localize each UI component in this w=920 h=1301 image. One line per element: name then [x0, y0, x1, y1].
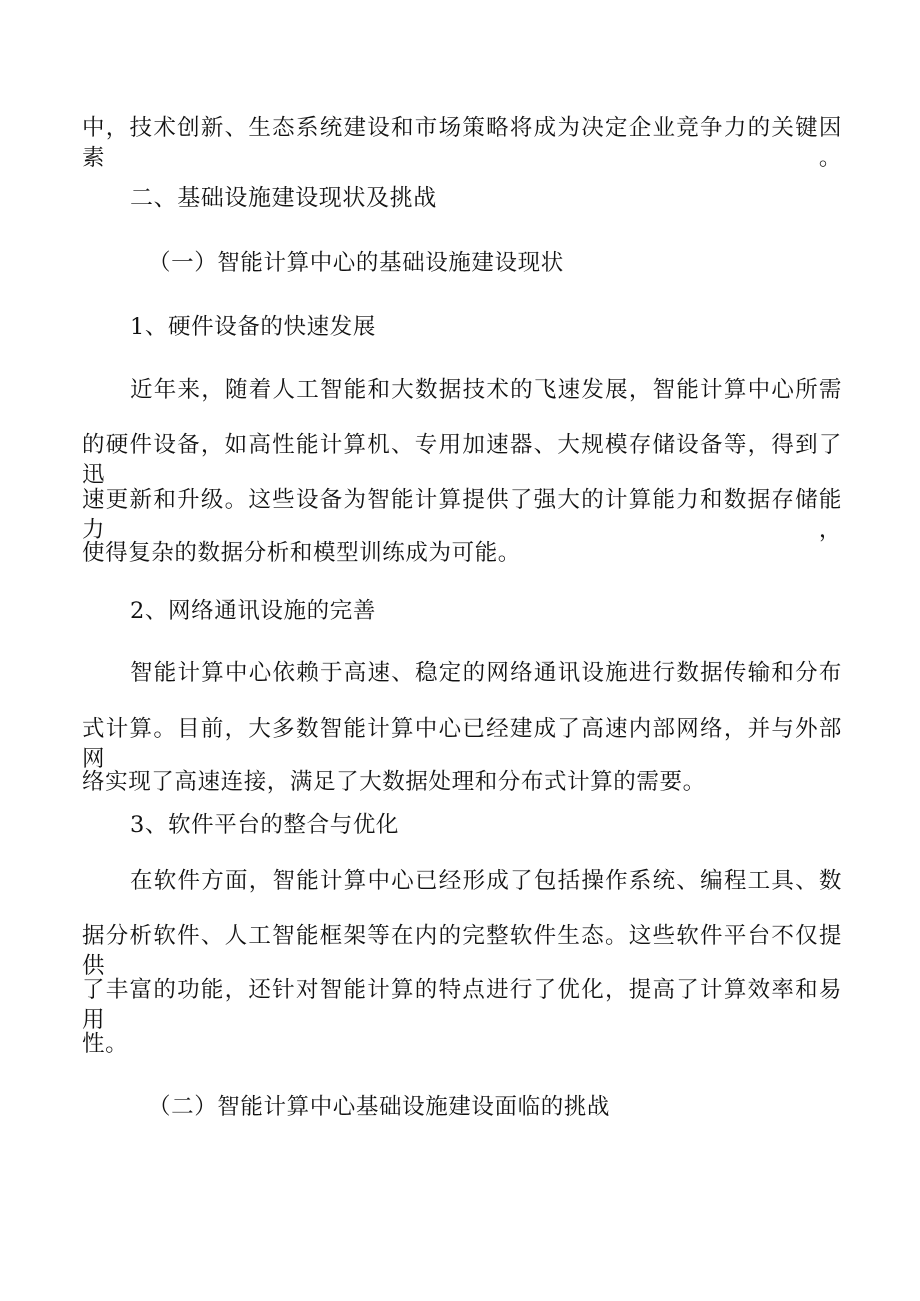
- subsection-heading: （二）智能计算中心基础设施建设面临的挑战: [148, 1094, 611, 1120]
- section-heading: 二、基础设施建设现状及挑战: [130, 185, 437, 211]
- paragraph-line: 使得复杂的数据分析和模型训练成为可能。: [82, 540, 521, 566]
- paragraph-line: 速更新和升级。这些设备为智能计算提供了强大的计算能力和数据存储能力，: [82, 487, 842, 543]
- paragraph-line: 在软件方面，智能计算中心已经形成了包括操作系统、编程工具、数: [130, 868, 842, 894]
- paragraph-line: 式计算。目前，大多数智能计算中心已经建成了高速内部网络，并与外部网: [82, 716, 842, 772]
- paragraph-line: 的硬件设备，如高性能计算机、专用加速器、大规模存储设备等，得到了迅: [82, 432, 842, 488]
- paragraph-line: 近年来，随着人工智能和大数据技术的飞速发展，智能计算中心所需: [130, 377, 842, 403]
- paragraph-line: 智能计算中心依赖于高速、稳定的网络通讯设施进行数据传输和分布: [130, 660, 842, 686]
- paragraph-line: 性。: [82, 1031, 129, 1057]
- paragraph-line: 络实现了高速连接，满足了大数据处理和分布式计算的需要。: [82, 769, 706, 795]
- item-heading: 3、软件平台的整合与优化: [130, 812, 400, 838]
- paragraph-line: 了丰富的功能，还针对智能计算的特点进行了优化，提高了计算效率和易用: [82, 977, 842, 1033]
- item-heading: 1、硬件设备的快速发展: [130, 314, 376, 340]
- paragraph-line: 中，技术创新、生态系统建设和市场策略将成为决定企业竞争力的关键因素。: [82, 115, 842, 171]
- item-heading: 2、网络通讯设施的完善: [130, 598, 376, 624]
- subsection-heading: （一）智能计算中心的基础设施建设现状: [148, 250, 564, 276]
- paragraph-line: 据分析软件、人工智能框架等在内的完整软件生态。这些软件平台不仅提供: [82, 923, 842, 979]
